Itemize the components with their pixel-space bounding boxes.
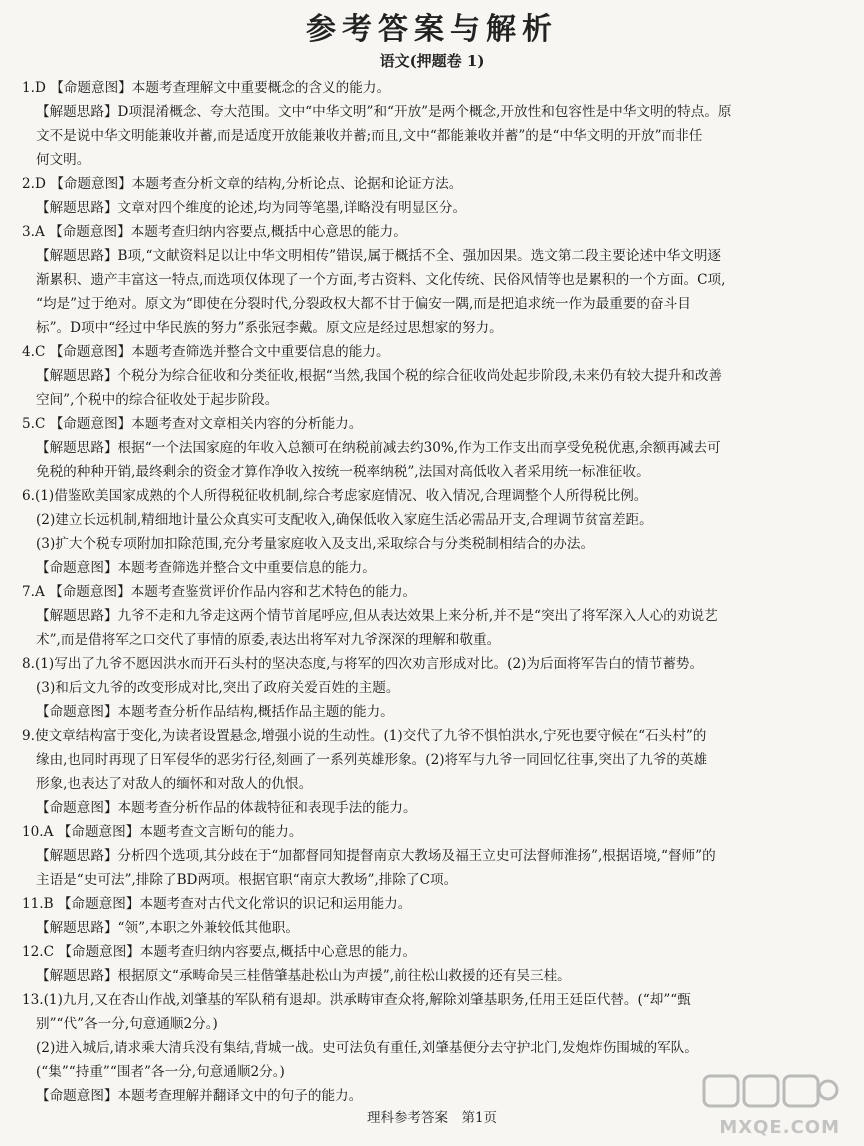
answer-line: (2)进入城后,请求乘大清兵没有集结,背城一战。史可法负有重任,刘肇基便分去守护北门,发炮炸伤围城的军队。 xyxy=(36,1040,698,1056)
answer-line: 【解题思路】九爷不走和九爷走这两个情节首尾呼应,但从表达效果上来分析,并不是“突出了将军深入人心的劝说艺 xyxy=(36,608,718,624)
answer-line: 【命题意图】本题考查筛选并整合文中重要信息的能力。 xyxy=(36,560,376,576)
answer-content xyxy=(22,76,840,1108)
answer-line: 【解题思路】个税分为综合征收和分类征收,根据“当然,我国个税的综合征收尚处起步阶段,未来仍有较大提升和改善 xyxy=(36,368,723,384)
answer-line: 主语是“史可法”,排除了BD两项。根据官职“南京大教场”,排除了C项。 xyxy=(36,872,458,888)
answer-line: 1.D 【命题意图】本题考查理解文中重要概念的含义的能力。 xyxy=(22,80,391,96)
answer-line: 6.(1)借鉴欧美国家成熟的个人所得税征收机制,综合考虑家庭情况、收入情况,合理调整个人所得税比例。 xyxy=(22,488,648,504)
answer-line: 【命题意图】本题考查分析作品结构,概括作品主题的能力。 xyxy=(36,704,394,720)
page-footer: 理科参考答案 第1页 xyxy=(366,1110,498,1126)
answer-line: 8.(1)写出了九爷不愿因洪水而开石头村的坚决态度,与将军的四次劝言形成对比。(2)为后面将军告白的情节蓄势。 xyxy=(22,656,704,672)
answer-line: (3)和后文九爷的改变形成对比,突出了政府关爱百姓的主题。 xyxy=(36,680,400,696)
answer-line: 【解题思路】文章对四个维度的论述,均为同等笔墨,详略没有明显区分。 xyxy=(36,200,467,216)
answer-line: 3.A 【命题意图】本题考查归纳内容要点,概括中心意思的能力。 xyxy=(22,224,407,240)
answer-line: 缘由,也同时再现了日军侵华的恶劣行径,刻画了一系列英雄形象。(2)将军与九爷一同回忆往事,突出了九爷的英雄 xyxy=(36,752,708,768)
answer-line: 10.A 【命题意图】本题考查文言断句的能力。 xyxy=(22,824,303,840)
answer-line: 免税的种种开销,最终剩余的资金才算作净收入按统一税率纳税”,法国对高低收入者采用统一标准征收。 xyxy=(36,464,650,480)
answer-line: 12.C 【命题意图】本题考查归纳内容要点,概括中心意思的能力。 xyxy=(22,944,417,960)
answer-line: 空间”,个税中的综合征收处于起步阶段。 xyxy=(36,392,279,408)
answer-line: 别”“代”各一分,句意通顺2分。) xyxy=(36,1016,218,1032)
answer-line: 9.使文章结构富于变化,为读者设置悬念,增强小说的生动性。(1)交代了九爷不惧怕洪水,宁死也要守候在“石头村”的 xyxy=(22,728,707,744)
answer-line: “均是”过于绝对。原文为“即使在分裂时代,分裂政权大都不甘于偏安一隅,而是把追求统一作为最重要的奋斗目 xyxy=(36,296,691,312)
answer-line: 【命题意图】本题考查理解并翻译文中的句子的能力。 xyxy=(36,1088,363,1104)
answer-line: 4.C 【命题意图】本题考查筛选并整合文中重要信息的能力。 xyxy=(22,344,390,360)
answer-line: 术”,而是借将军之口交代了事情的原委,表达出将军对九爷深深的理解和敬重。 xyxy=(36,632,501,648)
answer-line: 【解题思路】根据原文“承畴命吴三桂偕肇基赴松山为声援”,前往松山救援的还有吴三桂。 xyxy=(36,968,571,984)
answer-line: 13.(1)九月,又在杏山作战,刘肇基的军队稍有退却。洪承畴审查众将,解除刘肇基职务,任用王廷臣代替。(“却”“甄 xyxy=(22,992,691,1008)
answer-line: 何文明。 xyxy=(36,152,91,168)
answer-line: 形象,也表达了对敌人的缅怀和对敌人的仇恨。 xyxy=(36,776,313,792)
answer-line: 【命题意图】本题考查分析作品的体裁特征和表现手法的能力。 xyxy=(36,800,417,816)
page-title: 参考答案与解析 xyxy=(306,12,558,47)
answer-line: 【解题思路】根据“一个法国家庭的年收入总额可在纳税前减去约30%,作为工作支出而享受免税优惠,余额再减去可 xyxy=(36,440,721,456)
answer-line: (“集”“持重”“围者”各一分,句意通顺2分。) xyxy=(36,1064,285,1080)
answer-line: 2.D 【命题意图】本题考查分析文章的结构,分析论点、论据和论证方法。 xyxy=(22,176,463,192)
answer-line: 【解题思路】分析四个选项,其分歧在于“加都督同知提督南京大教场及福王立史可法督师淮扬”,根据语境,“督师”的 xyxy=(36,848,716,864)
page-subtitle: 语文(押题卷 1) xyxy=(379,52,485,70)
answer-line: 5.C 【命题意图】本题考查对文章相关内容的分析能力。 xyxy=(22,416,363,432)
answer-line: 【解题思路】B项,“文献资料足以让中华文明相传”错误,属于概括不全、强加因果。选文第二段主要论述中华文明逐 xyxy=(36,248,722,264)
answer-line: 11.B 【命题意图】本题考查对古代文化常识的识记和运用能力。 xyxy=(22,896,412,912)
answer-line: 7.A 【命题意图】本题考查鉴赏评价作品内容和艺术特色的能力。 xyxy=(22,584,417,600)
answer-line: 文不是说中华文明能兼收并蓄,而是适度开放能兼收并蓄;而且,文中“都能兼收并蓄”的是“中华文明的开放”而非任 xyxy=(36,128,703,144)
answer-line: 【解题思路】D项混淆概念、夸大范围。文中“中华文明”和“开放”是两个概念,开放性和包容性是中华文明的特点。原 xyxy=(36,104,732,120)
answer-line: 渐累积、遗产丰富这一特点,而选项仅体现了一个方面,考古资料、文化传统、民俗风情等也是累积的一个方面。C项, xyxy=(36,272,726,288)
answer-line: (2)建立长远机制,精细地计量公众真实可支配收入,确保低收入家庭生活必需品开支,合理调节贫富差距。 xyxy=(36,512,653,528)
answer-line: (3)扩大个税专项附加扣除范围,充分考量家庭收入及支出,采取综合与分类税制相结合的办法。 xyxy=(36,536,595,552)
answer-line: 标”。D项中“经过中华民族的努力”系张冠李戴。原文应是经过思想家的努力。 xyxy=(36,320,503,336)
watermark-text: MXQE.COM xyxy=(719,1117,840,1138)
watermark-logo xyxy=(696,1070,846,1140)
answer-line: 【解题思路】“领”,本职之外兼较低其他职。 xyxy=(36,920,299,936)
